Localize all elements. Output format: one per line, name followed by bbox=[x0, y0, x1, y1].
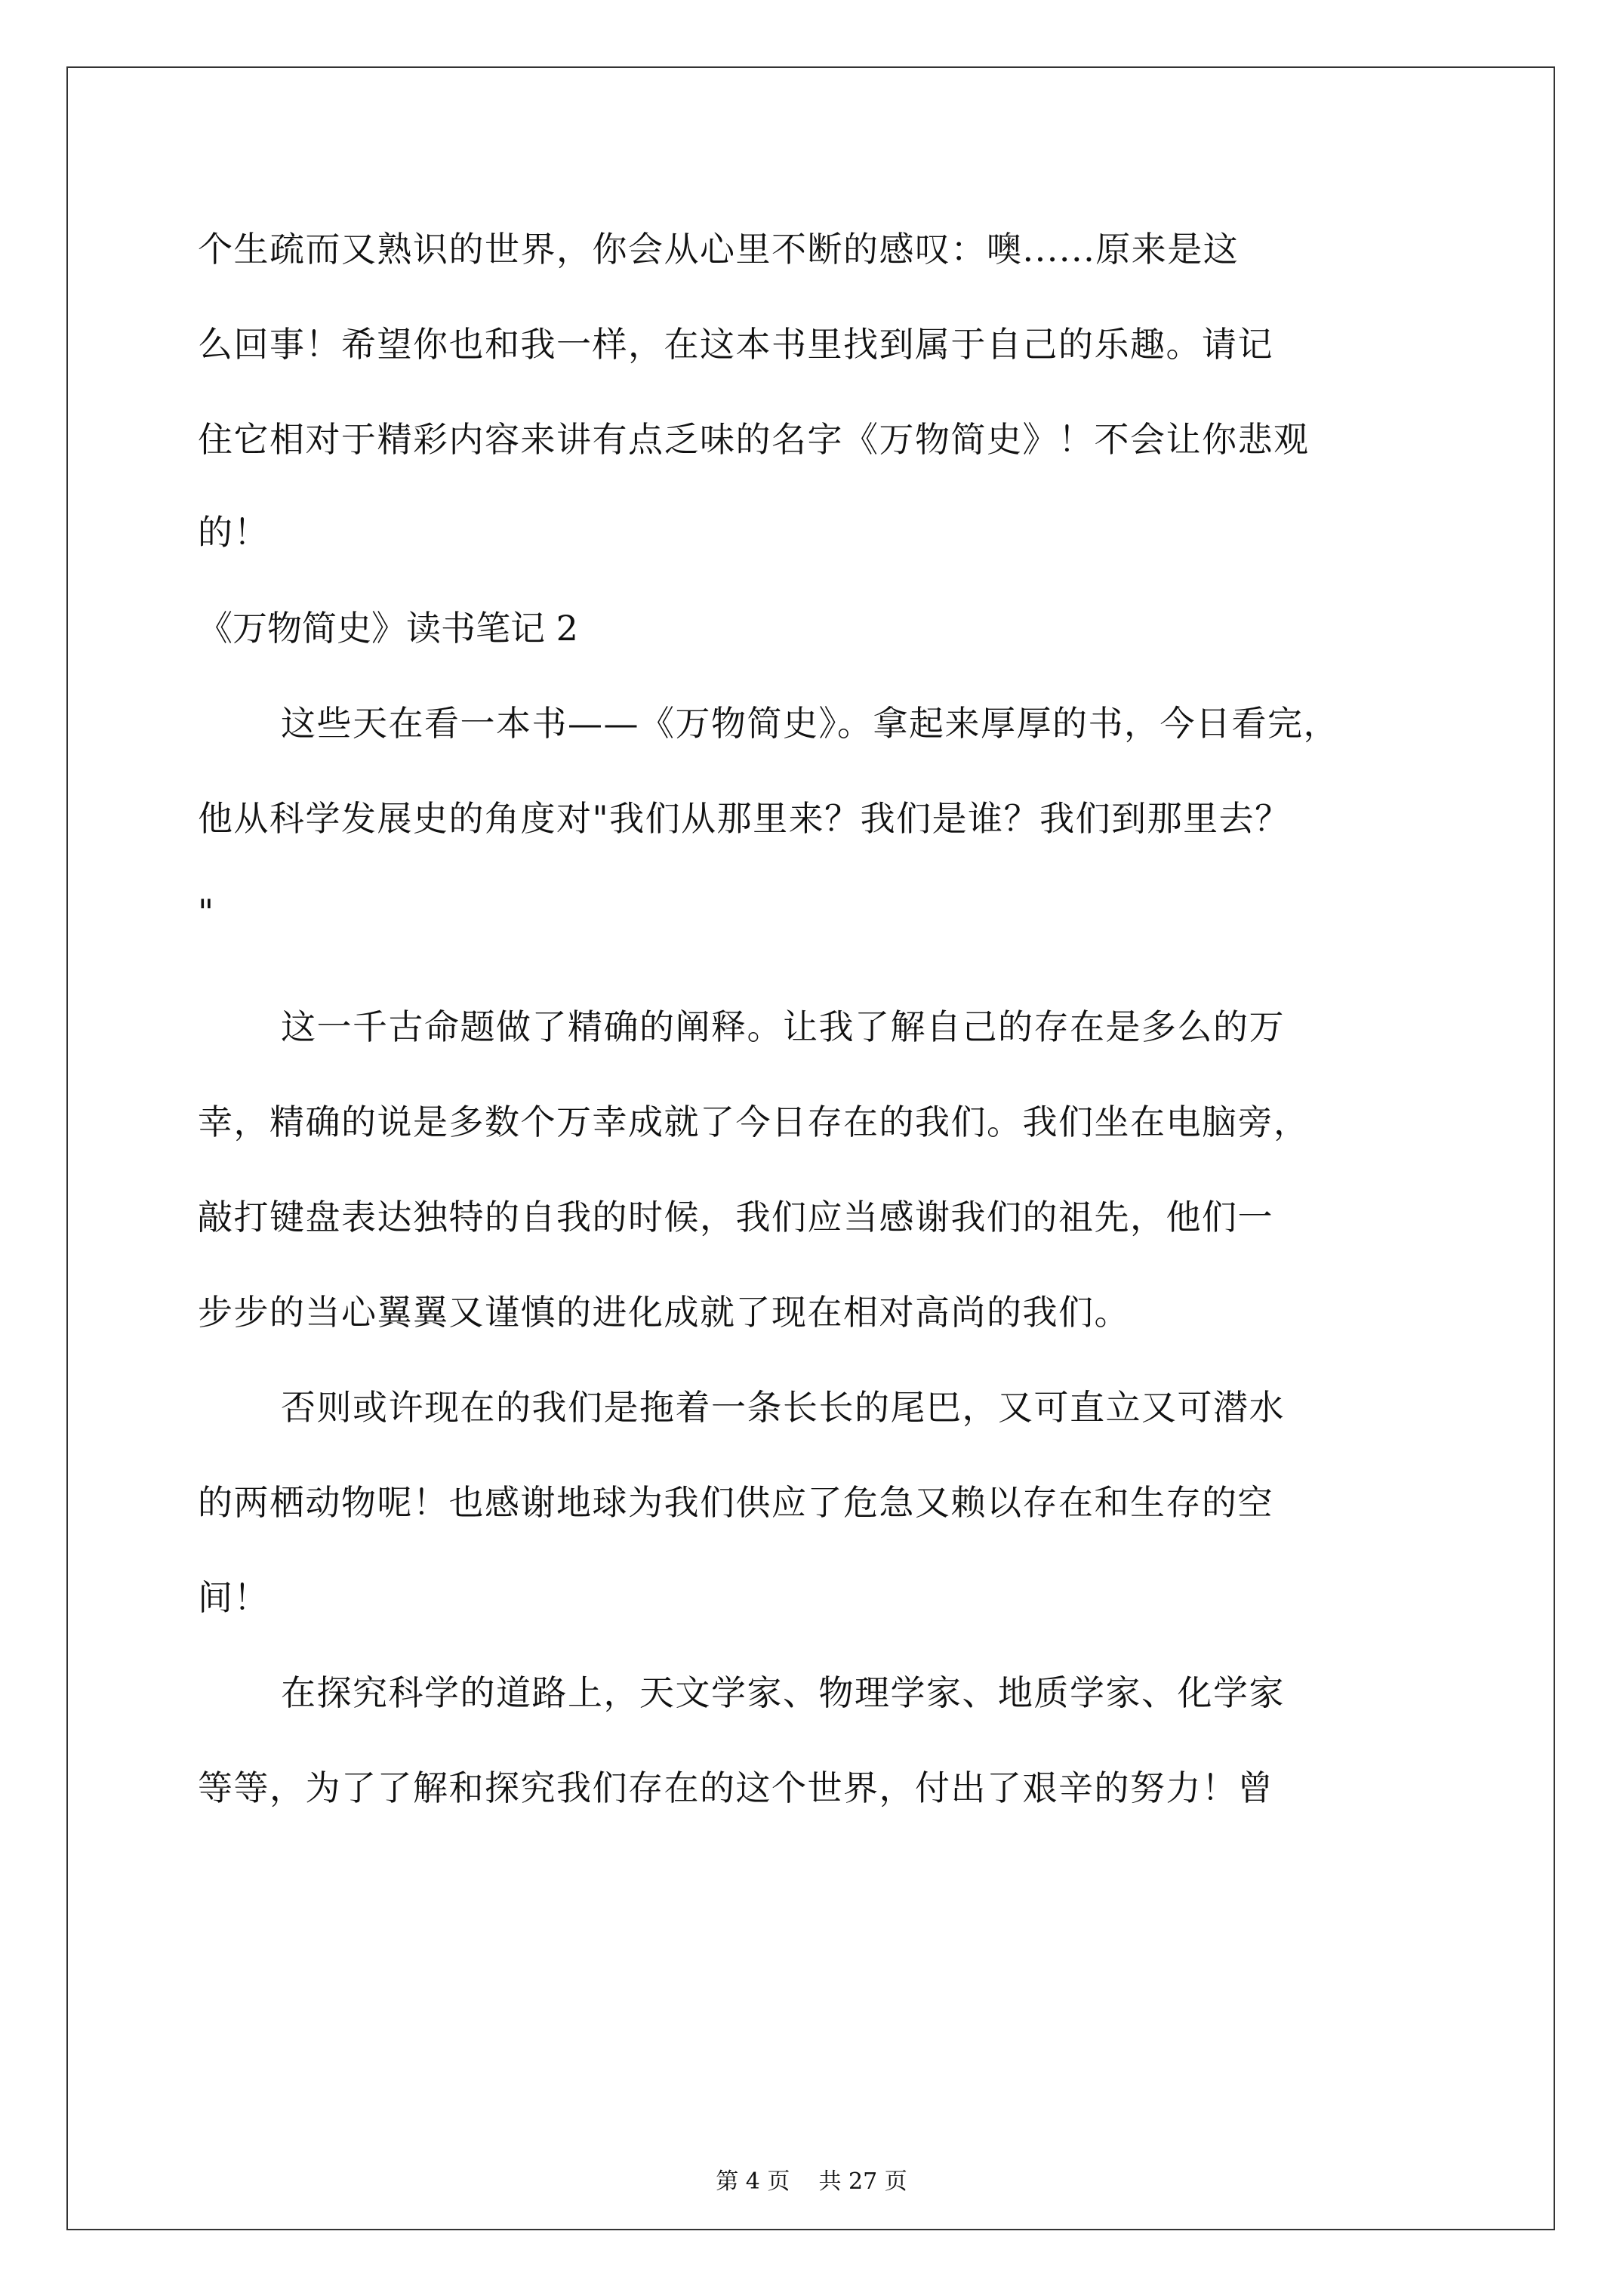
text-line: 间！ bbox=[198, 1577, 269, 1618]
text-line: 等等，为了了解和探究我们存在的这个世界，付出了艰辛的努力！曾 bbox=[198, 1767, 1273, 1808]
text-line: 步步的当心翼翼又谨慎的进化成就了现在相对高尚的我们。 bbox=[198, 1292, 1130, 1333]
page-border bbox=[66, 66, 1555, 2230]
page-number: 第 4 页 共 27 页 bbox=[716, 2168, 907, 2195]
text-line: 么回事！希望你也和我一样，在这本书里找到属于自己的乐趣。请记 bbox=[198, 324, 1273, 365]
section-heading: 《万物简史》读书笔记 2 bbox=[198, 608, 578, 649]
text-line: 住它相对于精彩内容来讲有点乏味的名字《万物简史》！不会让你悲观 bbox=[198, 419, 1310, 460]
paragraph-line: 在探究科学的道路上，天文学家、物理学家、地质学家、化学家 bbox=[281, 1672, 1285, 1713]
paragraph-line: 否则或许现在的我们是拖着一条长长的尾巴，又可直立又可潜水 bbox=[281, 1387, 1285, 1428]
text-line: 敲打键盘表达独特的自我的时候，我们应当感谢我们的祖先，他们一 bbox=[198, 1197, 1273, 1237]
paragraph-line: 这一千古命题做了精确的阐释。让我了解自己的存在是多么的万 bbox=[281, 1006, 1285, 1047]
text-line: 他从科学发展史的角度对"我们从那里来？我们是谁？我们到那里去？ bbox=[198, 798, 1291, 839]
text-line: 个生疏而又熟识的世界，你会从心里不断的感叹：噢......原来是这 bbox=[198, 229, 1240, 270]
paragraph-line: 这些天在看一本书——《万物简史》。拿起来厚厚的书，今日看完， bbox=[281, 703, 1339, 744]
text-line: 幸，精确的说是多数个万幸成就了今日存在的我们。我们坐在电脑旁， bbox=[198, 1102, 1310, 1142]
text-line: 的两栖动物呢！也感谢地球为我们供应了危急又赖以存在和生存的空 bbox=[198, 1482, 1273, 1523]
text-line: " bbox=[198, 892, 215, 932]
text-line: 的！ bbox=[198, 512, 269, 553]
